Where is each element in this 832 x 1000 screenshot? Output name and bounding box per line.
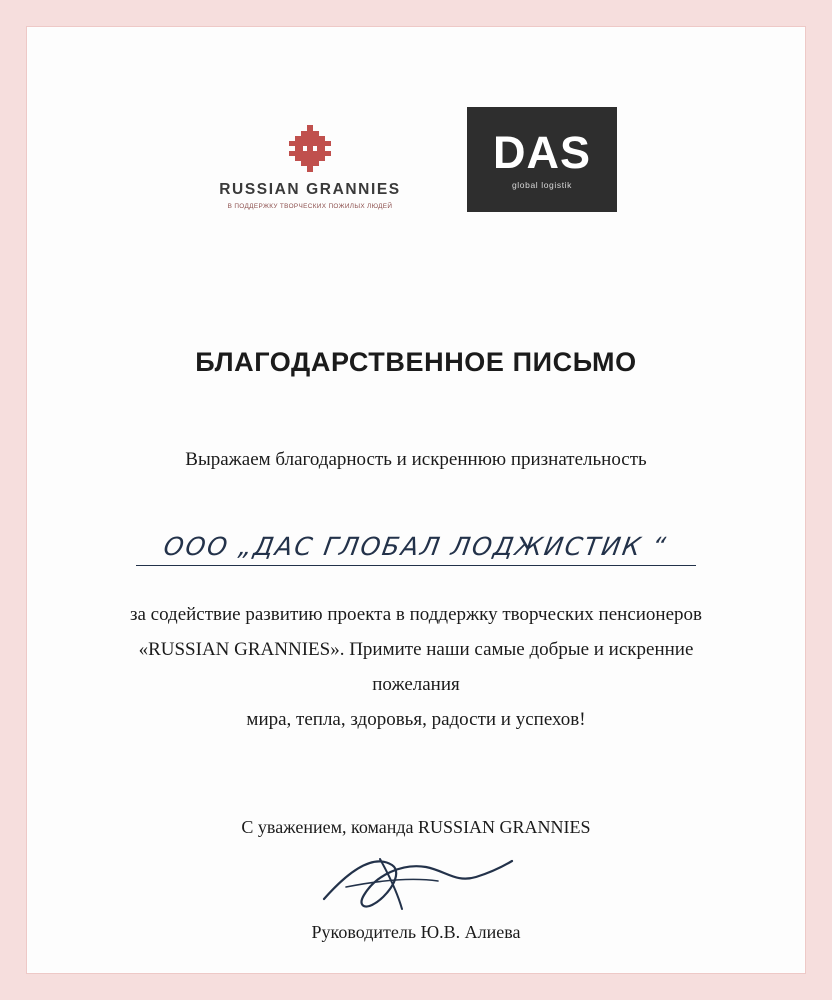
- body-paragraph: [96, 597, 736, 737]
- russian-grannies-tagline: В ПОДДЕРЖКУ ТВОРЧЕСКИХ ПОЖИЛЫХ ЛЮДЕЙ: [227, 203, 393, 210]
- recipient-underline: [136, 565, 696, 566]
- signoff-text: С уважением, команда RUSSIAN GRANNIES: [241, 817, 591, 837]
- signer-name: Руководитель Ю.В. Алиева: [311, 922, 521, 942]
- body-line: мира, тепла, здоровья, радости и успехов!: [246, 709, 586, 730]
- signature-icon: [306, 847, 526, 917]
- certificate-content: [27, 27, 805, 973]
- body-line: «RUSSIAN GRANNIES». Примите наши самые добрые и искренние пожелания: [138, 639, 694, 695]
- page-title: БЛАГОДАРСТВЕННОЕ ПИСЬМО: [195, 347, 637, 377]
- recipient-handwritten-text: ООО „ДАС ГЛОБАЛ ЛОДЖИСТИК “: [162, 532, 670, 561]
- das-logo: [467, 107, 617, 212]
- decorative-frame-inner: [26, 26, 806, 974]
- logo-row: [27, 107, 805, 212]
- das-wordmark: DAS: [492, 126, 591, 178]
- ornament-mark-icon: [287, 125, 333, 173]
- recipient-field: [136, 532, 696, 566]
- das-subtitle: global logistik: [511, 179, 573, 190]
- body-line: за содействие развитию проекта в поддержку творческих пенсионеров: [129, 604, 703, 625]
- russian-grannies-name: RUSSIAN GRANNIES: [219, 181, 401, 198]
- russian-grannies-logo: [215, 107, 405, 210]
- lead-paragraph: Выражаем благодарность и искреннюю признательность: [185, 449, 647, 470]
